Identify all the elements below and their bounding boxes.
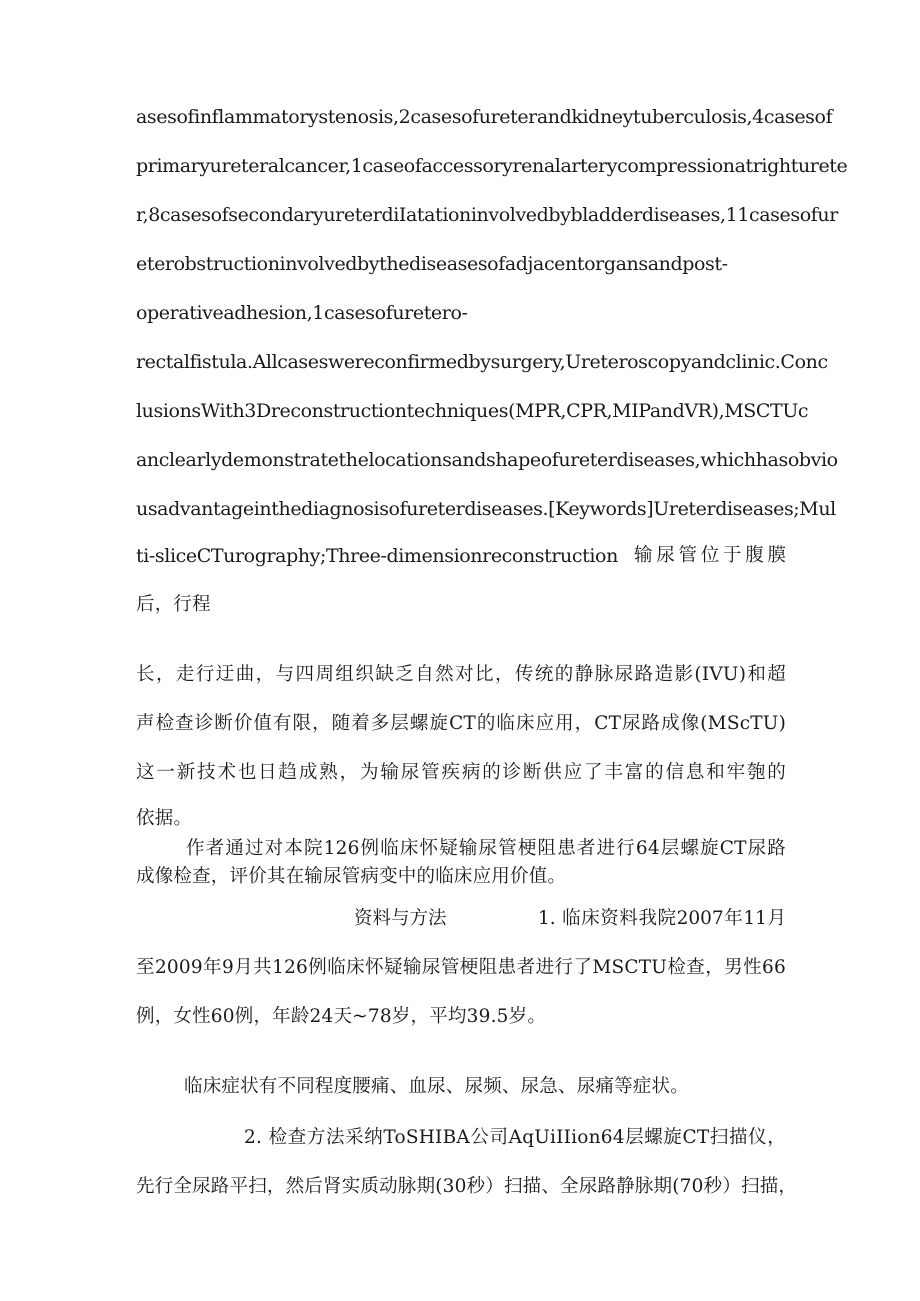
abstract-line-1: asesofinflammatorystenosis,2casesofureterandkidneytuberculosis,4casesof <box>136 106 833 128</box>
intro-inline-text: 输尿管位于腹膜 <box>634 545 786 566</box>
para2-line-1: 作者通过对本院126例临床怀疑输尿管梗阻患者进行64层螺旋CT尿路 <box>186 838 786 859</box>
abstract-line-8: anclearlydemonstratethelocationsandshapeofureterdiseases,whichhasobvio <box>136 449 838 471</box>
para4-line: 临床症状有不同程度腰痛、血尿、尿频、尿急、尿痛等症状。 <box>184 1076 689 1097</box>
section-first-line: 1. 临床资料我院2007年11月 <box>538 908 786 929</box>
para3-line-1: 至2009年9月共126例临床怀疑输尿管梗阻患者进行了MSCTU检查，男性66 <box>136 957 786 978</box>
para2-line-2: 成像检查，评价其在输尿管病变中的临床应用价值。 <box>136 866 567 887</box>
abstract-line-5: operativeadhesion,1casesofuretero- <box>136 302 468 324</box>
para1-line-2: 声检查诊断价值有限，随着多层螺旋CT的临床应用，CT尿路成像(MScTU) <box>136 713 786 734</box>
para5-line-1: 2. 检查方法采纳ToSHIBA公司AqUiIIion64层螺旋CT扫描仪， <box>244 1127 786 1148</box>
para1-line-1: 长，走行迂曲，与四周组织缺乏自然对比，传统的静脉尿路造影(IVU)和超 <box>136 664 786 685</box>
abstract-line-4: eterobstructioninvolvedbythediseasesofadjacentorgansandpost- <box>136 253 728 275</box>
abstract-line-7: lusionsWith3Dreconstructiontechniques(MPR,CPR,MIPandVR),MSCTUc <box>136 400 809 422</box>
para5-line-2: 先行全尿路平扫，然后肾实质动脉期(30秒）扫描、全尿路静脉期(70秒）扫描， <box>136 1176 798 1197</box>
abstract-line-9: usadvantageinthediagnosisofureterdiseases.[Keywords]Ureterdiseases;Mul <box>136 498 836 520</box>
abstract-line-3: r,8casesofsecondaryureterdiIatationinvolvedbybladderdiseases,11casesofur <box>136 204 838 226</box>
abstract-line-6: rectalfistula.Allcaseswereconfirmedbysurgery,Ureteroscopyandclinic.Conc <box>136 351 828 373</box>
para1-line-3: 这一新技术也日趋成熟，为输尿管疾病的诊断供应了丰富的信息和牢匏的 <box>136 762 786 783</box>
abstract-line-2: primaryureteralcancer,1caseofaccessoryrenalarterycompressionatrighturetе <box>136 155 848 177</box>
para1-line-4: 依据。 <box>136 808 193 829</box>
intro-continuation: 后，行程 <box>136 594 211 615</box>
abstract-line-10: ti-sliceCTurography;Three-dimensionreconstruction <box>136 545 618 567</box>
section-title: 资料与方法 <box>354 908 447 929</box>
para3-line-2: 例，女性60例，年龄24天~78岁，平均39.5岁。 <box>136 1006 547 1027</box>
